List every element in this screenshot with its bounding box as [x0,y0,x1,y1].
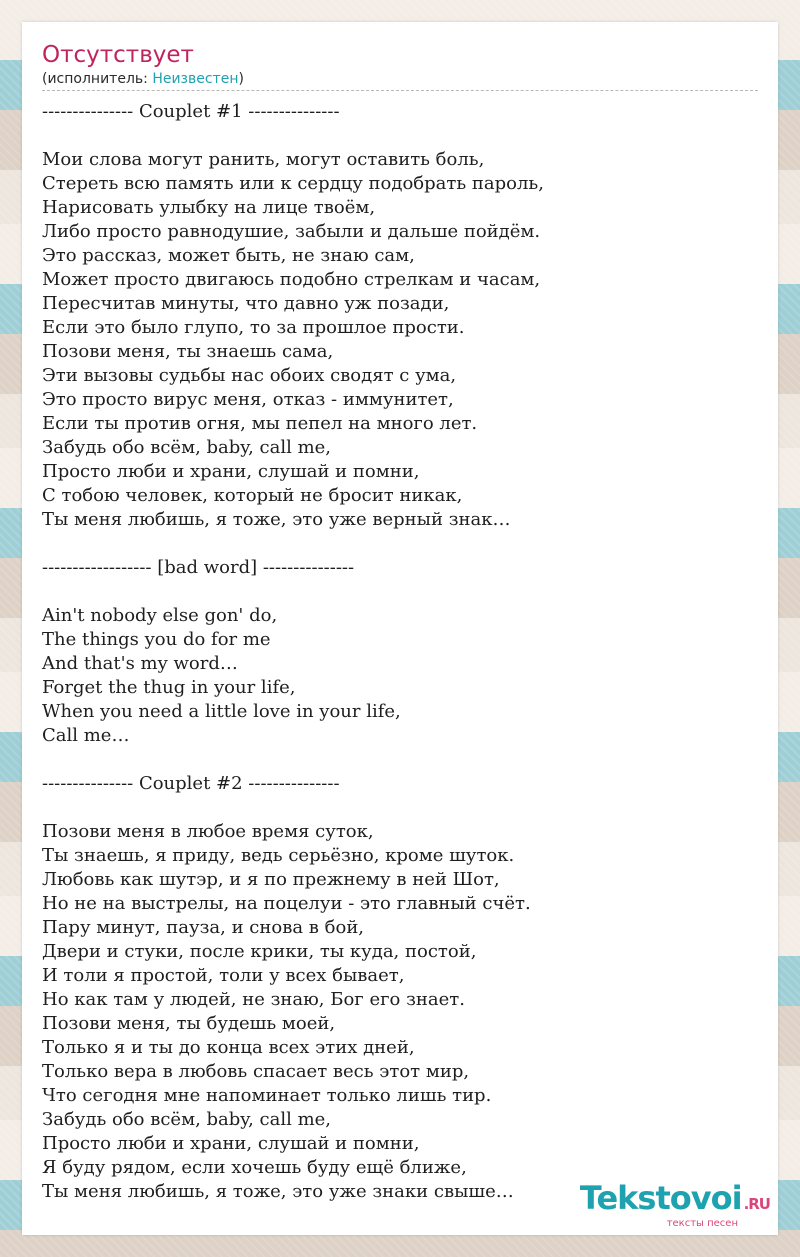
song-title: Отсутствует [42,42,194,68]
lyric-line: Ты меня любишь, я тоже, это уже верный знак… [42,509,511,530]
lyric-line: Позови меня, ты будешь моей, [42,1013,336,1034]
lyric-line: Позови меня в любое время суток, [42,821,374,842]
site-logo[interactable] [579,1179,770,1229]
lyric-line: --------------- Couplet #1 --------------- [42,101,340,122]
lyric-line [42,532,758,556]
artist-suffix: ) [238,71,244,87]
lyric-line: Я буду рядом, если хочешь буду ещё ближе, [42,1157,467,1178]
lyric-line: Но не на выстрелы, на поцелуи - это главный счёт. [42,893,531,914]
lyric-line: ------------------ [bad word] --------------- [42,557,355,578]
lyric-line: Мои слова могут ранить, могут оставить боль, [42,149,485,170]
lyric-line: Просто люби и храни, слушай и помни, [42,1133,420,1154]
lyric-line: Forget the thug in your life, [42,677,296,698]
artist-line [42,71,244,87]
lyric-line: Пересчитав минуты, что давно уж позади, [42,293,450,314]
lyric-line: Если это было глупо, то за прошлое прости. [42,317,465,338]
lyric-line: Это просто вирус меня, отказ - иммунитет, [42,389,454,410]
header-divider [42,90,758,91]
lyric-line: Ты знаешь, я приду, ведь серьёзно, кроме шуток. [42,845,515,866]
lyric-line: Либо просто равнодушие, забыли и дальше пойдём. [42,221,541,242]
lyric-line [42,580,758,604]
lyrics-card [22,22,778,1235]
lyric-line: Двери и стуки, после крики, ты куда, постой, [42,941,477,962]
logo-tld: .RU [743,1195,770,1213]
lyric-line: Ты меня любишь, я тоже, это уже знаки свыше… [42,1181,514,1202]
lyric-line: Позови меня, ты знаешь сама, [42,341,334,362]
lyric-line: Пару минут, пауза, и снова в бой, [42,917,365,938]
lyric-line [42,796,758,820]
lyric-line [42,748,758,772]
lyric-line: И толи я простой, толи у всех бывает, [42,965,405,986]
lyric-line: Это рассказ, может быть, не знаю сам, [42,245,415,266]
logo-wordmark [579,1179,770,1220]
lyric-line: Ain't nobody else gon' do, [42,605,278,626]
lyric-line: Забудь обо всём, baby, call me, [42,1109,332,1130]
lyric-line: Если ты против огня, мы пепел на много лет. [42,413,478,434]
artist-prefix: (исполнитель: [42,71,153,87]
lyric-line: Стереть всю память или к сердцу подобрать пароль, [42,173,544,194]
lyric-line: Только вера в любовь спасает весь этот мир, [42,1061,470,1082]
artist-link[interactable]: Неизвестен [152,71,239,87]
lyric-line: The things you do for me [42,629,271,650]
lyric-line: And that's my word… [42,653,238,674]
lyric-line: When you need a little love in your life, [42,701,401,722]
lyric-line: С тобою человек, который не бросит никак, [42,485,463,506]
lyric-line: --------------- Couplet #2 --------------- [42,773,340,794]
lyric-line: Любовь как шутэр, и я по прежнему в ней Шот, [42,869,500,890]
lyric-line: Просто люби и храни, слушай и помни, [42,461,420,482]
lyric-line: Нарисовать улыбку на лице твоём, [42,197,376,218]
lyrics-text [42,100,758,1204]
logo-tagline: тексты песен [666,1218,738,1229]
lyric-line: Только я и ты до конца всех этих дней, [42,1037,415,1058]
lyric-line: Забудь обо всём, baby, call me, [42,437,332,458]
lyric-line: Call me… [42,725,130,746]
lyric-line [42,124,758,148]
lyric-line: Но как там у людей, не знаю, Бог его знает. [42,989,465,1010]
lyric-line: Эти вызовы судьбы нас обоих сводят с ума, [42,365,457,386]
lyric-line: Может просто двигаюсь подобно стрелкам и часам, [42,269,541,290]
logo-main-text: Tekstovoi [579,1179,742,1217]
lyric-line: Что сегодня мне напоминает только лишь тир. [42,1085,492,1106]
